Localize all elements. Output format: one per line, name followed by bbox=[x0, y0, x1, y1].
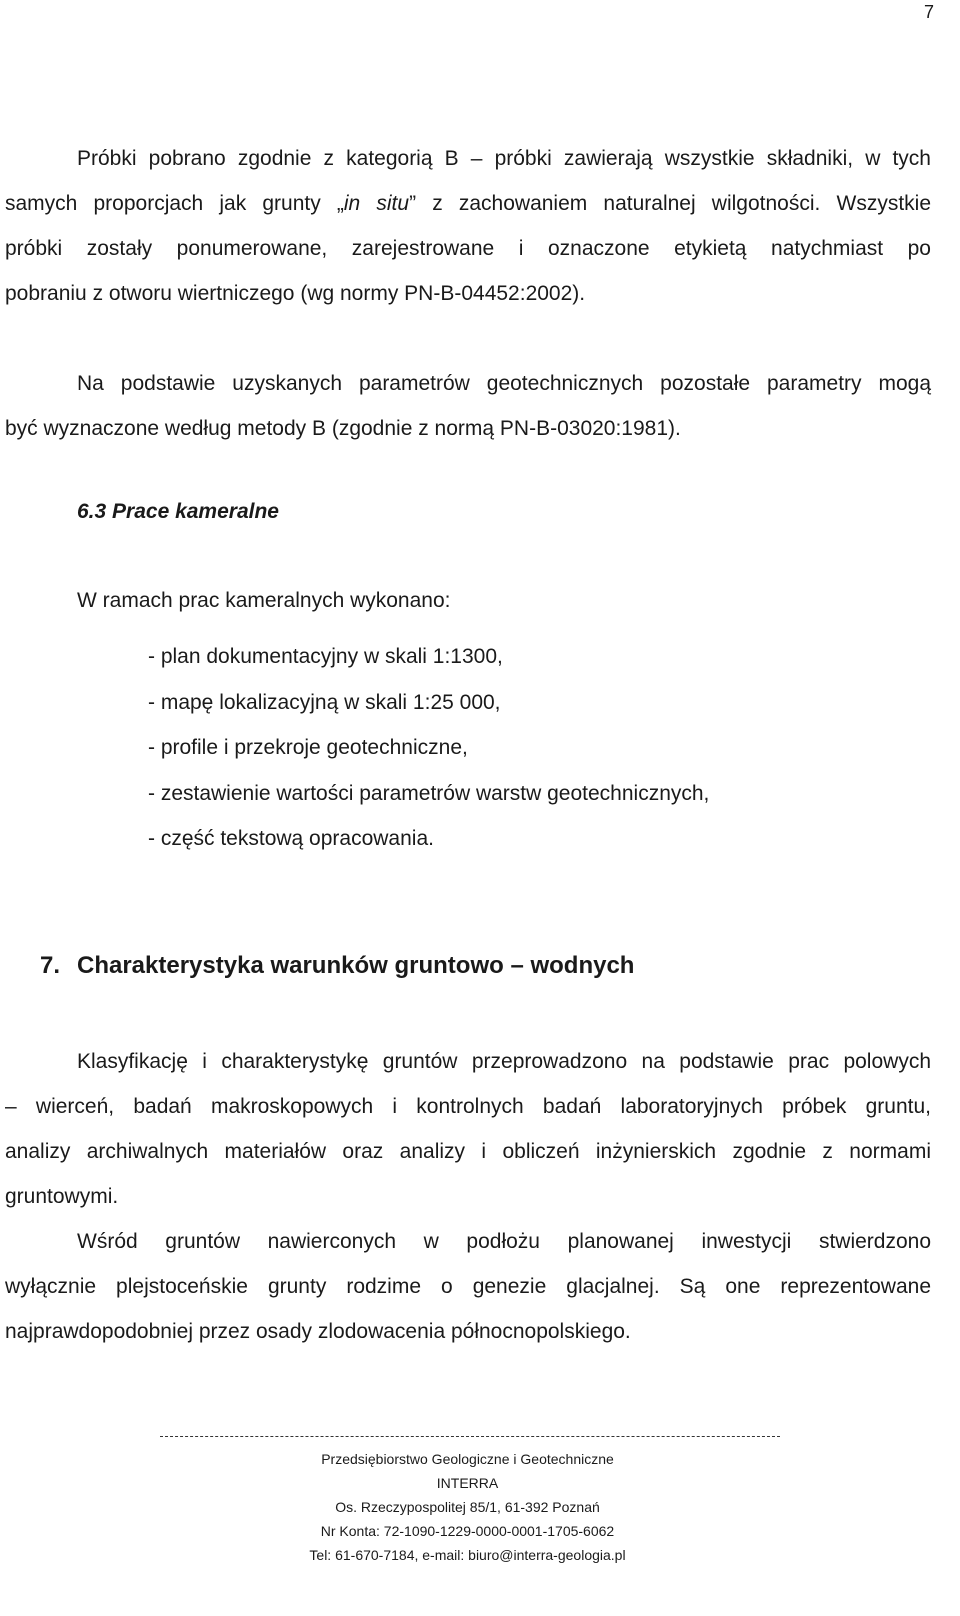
text-line: być wyznaczone według metody B (zgodnie z normą PN-B-03020:1981). bbox=[5, 417, 681, 440]
text-line: analizy archiwalnych materiałów oraz analizy i obliczeń inżynierskich zgodnie z normami bbox=[5, 1140, 931, 1163]
section-number: 7. bbox=[40, 952, 61, 979]
list-item: - plan dokumentacyjny w skali 1:1300, bbox=[148, 645, 503, 668]
list-item: - zestawienie wartości parametrów warstw geotechnicznych, bbox=[148, 781, 710, 805]
text-line: gruntowymi. bbox=[5, 1185, 119, 1208]
list-item: - część tekstową opracowania. bbox=[148, 827, 434, 850]
list-item: - profile i przekroje geotechniczne, bbox=[148, 736, 468, 759]
footer-address: Os. Rzeczypospolitej 85/1, 61-392 Poznań bbox=[335, 1499, 600, 1515]
text-line: Próbki pobrano zgodnie z kategorią B – próbki zawierają wszystkie składniki, w tych bbox=[77, 147, 931, 170]
text-line: Klasyfikację i charakterystykę gruntów przeprowadzono na podstawie prac polowych bbox=[77, 1050, 931, 1073]
text-line: wyłącznie plejstoceńskie grunty rodzime o genezie glacjalnej. Są one reprezentowane bbox=[5, 1275, 931, 1298]
footer-account: Nr Konta: 72-1090-1229-0000-0001-1705-6062 bbox=[320, 1523, 615, 1539]
paragraph-sampling bbox=[5, 136, 931, 316]
paragraph-parameters bbox=[5, 361, 931, 451]
page-footer bbox=[0, 1436, 935, 1567]
section-heading-7 bbox=[40, 952, 634, 980]
text-line: próbki zostały ponumerowane, zarejestrowane i oznaczone etykietą natychmiast po bbox=[5, 237, 931, 260]
text-line: najprawdopodobniej przez osady zlodowacenia północnopolskiego. bbox=[5, 1320, 631, 1343]
paragraph-soils bbox=[5, 1219, 931, 1354]
paragraph-classification bbox=[5, 1039, 931, 1219]
text-line: samych proporcjach jak grunty „in situ” z zachowaniem naturalnej wilgotności. Wszystkie bbox=[5, 192, 932, 215]
text-line: pobraniu z otworu wiertniczego (wg normy PN-B-04452:2002). bbox=[5, 282, 586, 305]
italic-term: in situ bbox=[343, 192, 410, 215]
text-line: Na podstawie uzyskanych parametrów geotechnicznych pozostałe parametry mogą bbox=[77, 372, 931, 395]
footer-contact: Tel: 61-670-7184, e-mail: biuro@interra-geologia.pl bbox=[309, 1547, 626, 1563]
page-number: 7 bbox=[923, 2, 934, 22]
section-heading-6-3: 6.3 Prace kameralne bbox=[77, 500, 279, 523]
text-line: – wierceń, badań makroskopowych i kontrolnych badań laboratoryjnych próbek gruntu, bbox=[5, 1095, 931, 1118]
footer-name: INTERRA bbox=[436, 1475, 499, 1491]
footer-divider bbox=[160, 1436, 780, 1447]
work-list bbox=[148, 634, 709, 862]
section-title: Charakterystyka warunków gruntowo – wodnych bbox=[77, 952, 635, 979]
list-item: - mapę lokalizacyjną w skali 1:25 000, bbox=[148, 690, 501, 714]
work-intro: W ramach prac kameralnych wykonano: bbox=[77, 589, 451, 612]
text-line: Wśród gruntów nawierconych w podłożu planowanej inwestycji stwierdzono bbox=[77, 1230, 931, 1253]
footer-company: Przedsiębiorstwo Geologiczne i Geotechniczne bbox=[321, 1451, 614, 1467]
